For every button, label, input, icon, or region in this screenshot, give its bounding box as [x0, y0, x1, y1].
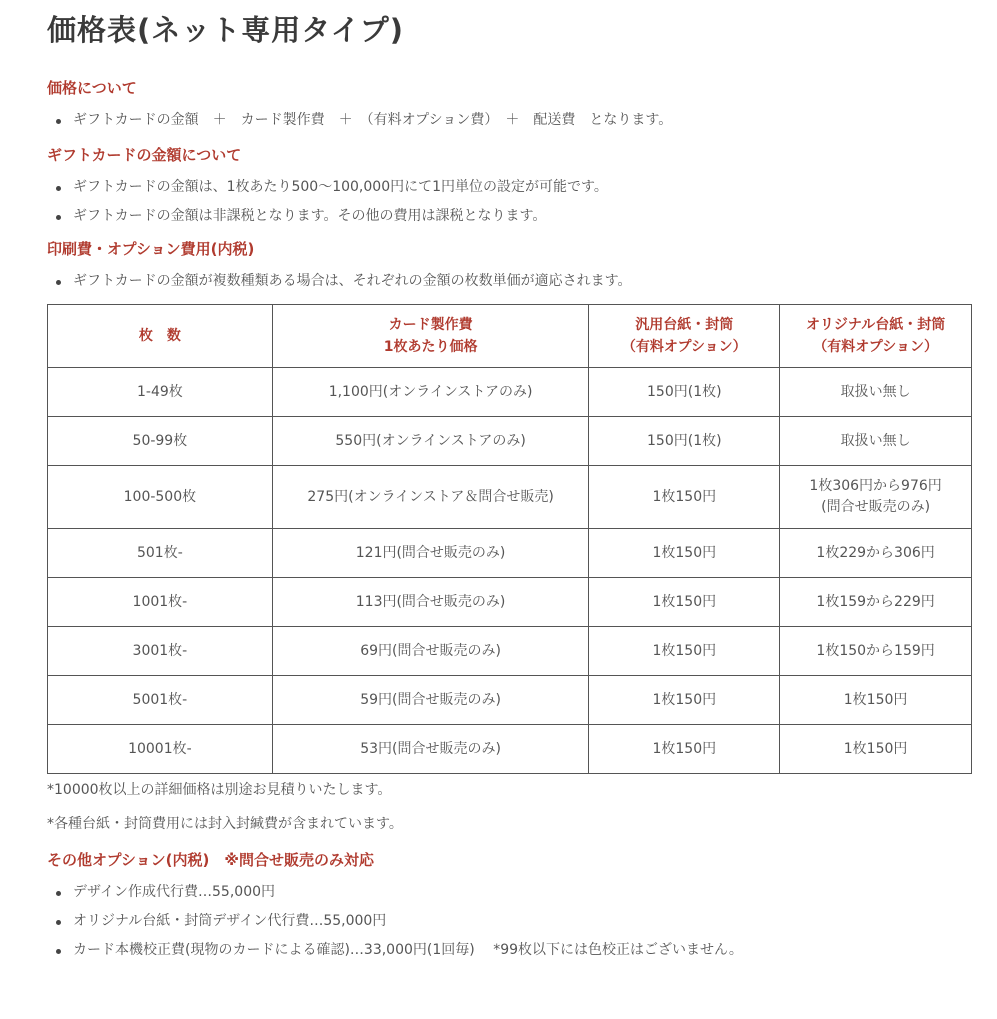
list-item: ギフトカードの金額は非課税となります。その他の費用は課税となります。: [47, 202, 971, 231]
table-row: [48, 725, 972, 774]
cell-quantity: 10001枚-: [48, 725, 273, 774]
cell-quantity: 1001枚-: [48, 578, 273, 627]
cell-generic-mount: 150円(1枚): [589, 368, 780, 417]
cell-original-mount: 1枚229から306円: [780, 529, 972, 578]
cell-original-mount: 1枚150から159円: [780, 627, 972, 676]
list-item: ギフトカードの金額が複数種類ある場合は、それぞれの金額の枚数単価が適応されます。: [47, 267, 971, 296]
cell-quantity: 1-49枚: [48, 368, 273, 417]
cell-original-mount: 取扱い無し: [780, 417, 972, 466]
section-other-options: [47, 850, 971, 965]
cell-original-mount: 1枚306円から976円 (問合せ販売のみ): [780, 466, 972, 529]
section-heading-other-options: その他オプション(内税) ※問合せ販売のみ対応: [47, 851, 374, 869]
cell-original-mount: 取扱い無し: [780, 368, 972, 417]
table-row: [48, 529, 972, 578]
cell-card-cost: 59円(問合せ販売のみ): [272, 676, 589, 725]
table-header-row: [48, 305, 972, 368]
gift-amount-list: [47, 173, 971, 231]
cell-original-mount: 1枚150円: [780, 676, 972, 725]
table-row: [48, 466, 972, 529]
cell-generic-mount: 1枚150円: [589, 529, 780, 578]
cell-card-cost: 113円(問合せ販売のみ): [272, 578, 589, 627]
section-heading-price-about: 価格について: [47, 79, 137, 97]
section-printing: [47, 239, 971, 834]
table-row: [48, 676, 972, 725]
other-options-list: [47, 878, 971, 965]
cell-generic-mount: 1枚150円: [589, 466, 780, 529]
cell-quantity: 3001枚-: [48, 627, 273, 676]
section-gift-amount: [47, 145, 971, 231]
cell-quantity: 50-99枚: [48, 417, 273, 466]
list-item: オリジナル台紙・封筒デザイン代行費…55,000円: [47, 907, 971, 936]
cell-card-cost: 69円(問合せ販売のみ): [272, 627, 589, 676]
cell-card-cost: 121円(問合せ販売のみ): [272, 529, 589, 578]
cell-original-mount: 1枚150円: [780, 725, 972, 774]
price-about-list: [47, 106, 971, 135]
list-item: カード本機校正費(現物のカードによる確認)…33,000円(1回毎) *99枚以下には色校正はございません。: [47, 936, 971, 965]
section-heading-gift-amount: ギフトカードの金額について: [47, 146, 242, 164]
header-generic-mount: 汎用台紙・封筒 （有料オプション）: [589, 305, 780, 368]
cell-card-cost: 53円(問合せ販売のみ): [272, 725, 589, 774]
list-item: ギフトカードの金額 ＋ カード製作費 ＋ （有料オプション費） ＋ 配送費 となります。: [47, 106, 971, 135]
header-card-cost: カード製作費 1枚あたり価格: [272, 305, 589, 368]
price-table: [47, 304, 972, 774]
cell-generic-mount: 1枚150円: [589, 627, 780, 676]
section-price-about: [47, 78, 971, 135]
cell-quantity: 5001枚-: [48, 676, 273, 725]
cell-generic-mount: 1枚150円: [589, 725, 780, 774]
cell-quantity: 501枚-: [48, 529, 273, 578]
printing-list: [47, 267, 971, 296]
note-mount-fees: *各種台紙・封筒費用には封入封緘費が含まれています。: [47, 816, 403, 832]
table-row: [48, 368, 972, 417]
table-row: [48, 627, 972, 676]
cell-original-mount: 1枚159から229円: [780, 578, 972, 627]
note-large-quantity: *10000枚以上の詳細価格は別途お見積りいたします。: [47, 782, 392, 798]
header-original-mount: オリジナル台紙・封筒 （有料オプション）: [780, 305, 972, 368]
section-heading-printing: 印刷費・オプション費用(内税): [47, 240, 255, 258]
table-row: [48, 417, 972, 466]
cell-generic-mount: 150円(1枚): [589, 417, 780, 466]
header-quantity: 枚 数: [48, 305, 273, 368]
page-title: 価格表(ネット専用タイプ): [47, 13, 405, 47]
cell-quantity: 100-500枚: [48, 466, 273, 529]
cell-card-cost: 550円(オンラインストアのみ): [272, 417, 589, 466]
table-row: [48, 578, 972, 627]
cell-card-cost: 275円(オンラインストア＆問合せ販売): [272, 466, 589, 529]
list-item: ギフトカードの金額は、1枚あたり500〜100,000円にて1円単位の設定が可能です。: [47, 173, 971, 202]
cell-card-cost: 1,100円(オンラインストアのみ): [272, 368, 589, 417]
cell-generic-mount: 1枚150円: [589, 676, 780, 725]
list-item: デザイン作成代行費…55,000円: [47, 878, 971, 907]
cell-generic-mount: 1枚150円: [589, 578, 780, 627]
